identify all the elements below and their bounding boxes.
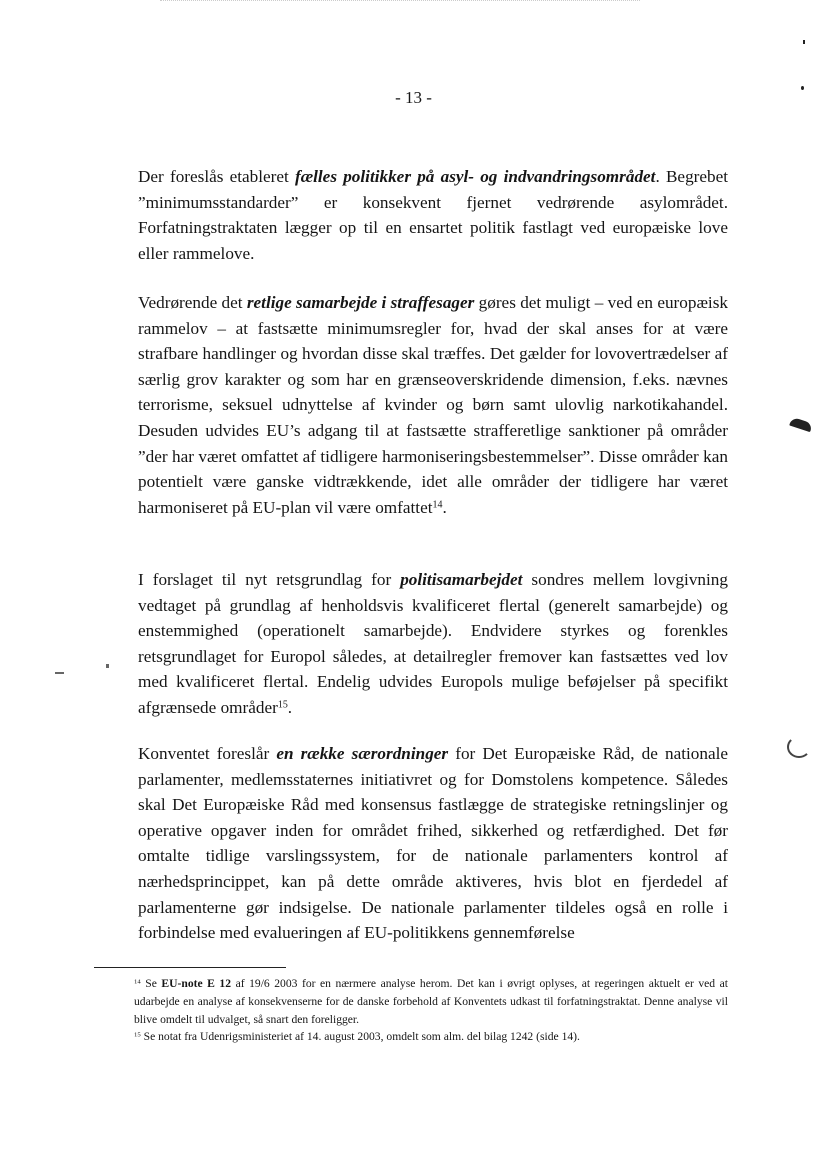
text-run: sondres mellem lovgivning vedtaget på grundlag af henholdsvis kvalificeret flertal (generelt samarbejde) og enstemmighed (operationelt samarbejde). Endvidere styrkes og forenkles retsgrundlaget for Europol således, at detailregler fremover kan fastsættes ved lov med kvalificeret flertal. Endelig udvides Europols mulige beføjelser på specifikt afgrænsede områder xyxy=(138,570,728,717)
text-run: . xyxy=(287,697,293,717)
footnote-reference: EU-note E 12 xyxy=(161,977,232,990)
text-run: Vedrørende det xyxy=(138,293,247,312)
footnote-separator xyxy=(94,967,286,968)
page-number: - 13 - xyxy=(395,88,432,107)
footnote xyxy=(134,975,728,1028)
footnotes xyxy=(134,975,728,1046)
text-run: I forslaget til nyt retsgrundlag for xyxy=(138,570,401,589)
text-run: Konventet foreslår xyxy=(138,744,277,763)
scan-top-edge xyxy=(160,0,640,1)
emphasized-term: en række særordninger xyxy=(276,744,449,763)
footnote-marker: 15 xyxy=(277,699,288,711)
text-run: . Begrebet ”minimumsstandarder” er konsekvent fjernet vedrørende asylområdet. Forfatningstraktaten lægger op til en ensartet politik fastlagt ved europæiske love eller rammelove. xyxy=(138,167,729,263)
footnote-marker: 14 xyxy=(432,499,443,511)
paragraph xyxy=(138,567,728,721)
footnote-text: Se notat fra Udenrigsministeriet af 14. august 2003, omdelt som alm. del bilag 1242 (side 14). xyxy=(143,1030,580,1044)
scan-speck xyxy=(55,672,64,674)
scan-hole-punch-mark xyxy=(787,736,811,758)
scan-hole-punch-mark xyxy=(789,417,813,432)
emphasized-term: politisamarbejdet xyxy=(400,570,523,589)
scan-speck xyxy=(803,40,805,44)
footnote xyxy=(134,1028,728,1046)
footnote-lead: Se xyxy=(145,977,162,990)
footnote-text: af 19/6 2003 for en nærmere analyse herom. Det kan i øvrigt oplyses, at regeringen aktuelt er ved at udarbejde en analyse af konsekvenserne for de danske forbehold af Konventets udkast til forfatningstraktat. Denne analyse vil blive omdelt til udvalget, så snart den foreligger. xyxy=(134,977,729,1026)
emphasized-term: fælles politikker på asyl- og indvandringsområdet xyxy=(295,167,656,186)
text-run: gøres det muligt – ved en europæisk rammelov – at fastsætte minimumsregler for, hvad der skal anses for at være strafbare handlinger og hvordan disse skal træffes. Det gælder for lovovertrædelser af særlig grov karakter og som har en grænseoverskridende dimension, f.eks. nævnes terrorisme, seksuel udnyttelse af kvinder og børn samt ulovlig narkotikahandel. Desuden udvides EU’s adgang til at fastsætte strafferetlige sanktioner på områder ”der har været omfattet af tidligere harmoniseringsbestemmelser”. Disse områder kan potentielt være ganske vidtrækkende, idet alle områder der tidligere har været harmoniseret på EU-plan vil være omfattet xyxy=(138,293,728,517)
text-run: . xyxy=(442,497,447,517)
footnote-number: 14 xyxy=(134,978,141,986)
paragraph xyxy=(138,290,728,520)
text-run: for Det Europæiske Råd, de nationale parlamenter, medlemsstaternes initiativret og for Domstolens kompetence. Således skal Det Europæiske Råd med konsensus fastlægge de strategiske retningslinjer og operative opgaver inden for området frihed, sikkerhed og retfærdighed. Det før omtalte tidlige varslingssystem, for de nationale parlamenters kontrol af nærhedsprincippet, kan på dette område aktiveres, hvis blot en fjerdedel af parlamenterne gør indsigelse. De nationale parlamenter tildeles også en rolle i forbindelse med evalueringen af EU-politikkens gennemførelse xyxy=(138,744,728,943)
scan-speck xyxy=(106,664,109,668)
text-run: Der foreslås etableret xyxy=(138,167,295,186)
footnote-number: 15 xyxy=(134,1031,141,1039)
emphasized-term: retlige samarbejde i straffesager xyxy=(246,293,475,312)
paragraph xyxy=(138,741,728,946)
paragraph xyxy=(138,164,728,266)
